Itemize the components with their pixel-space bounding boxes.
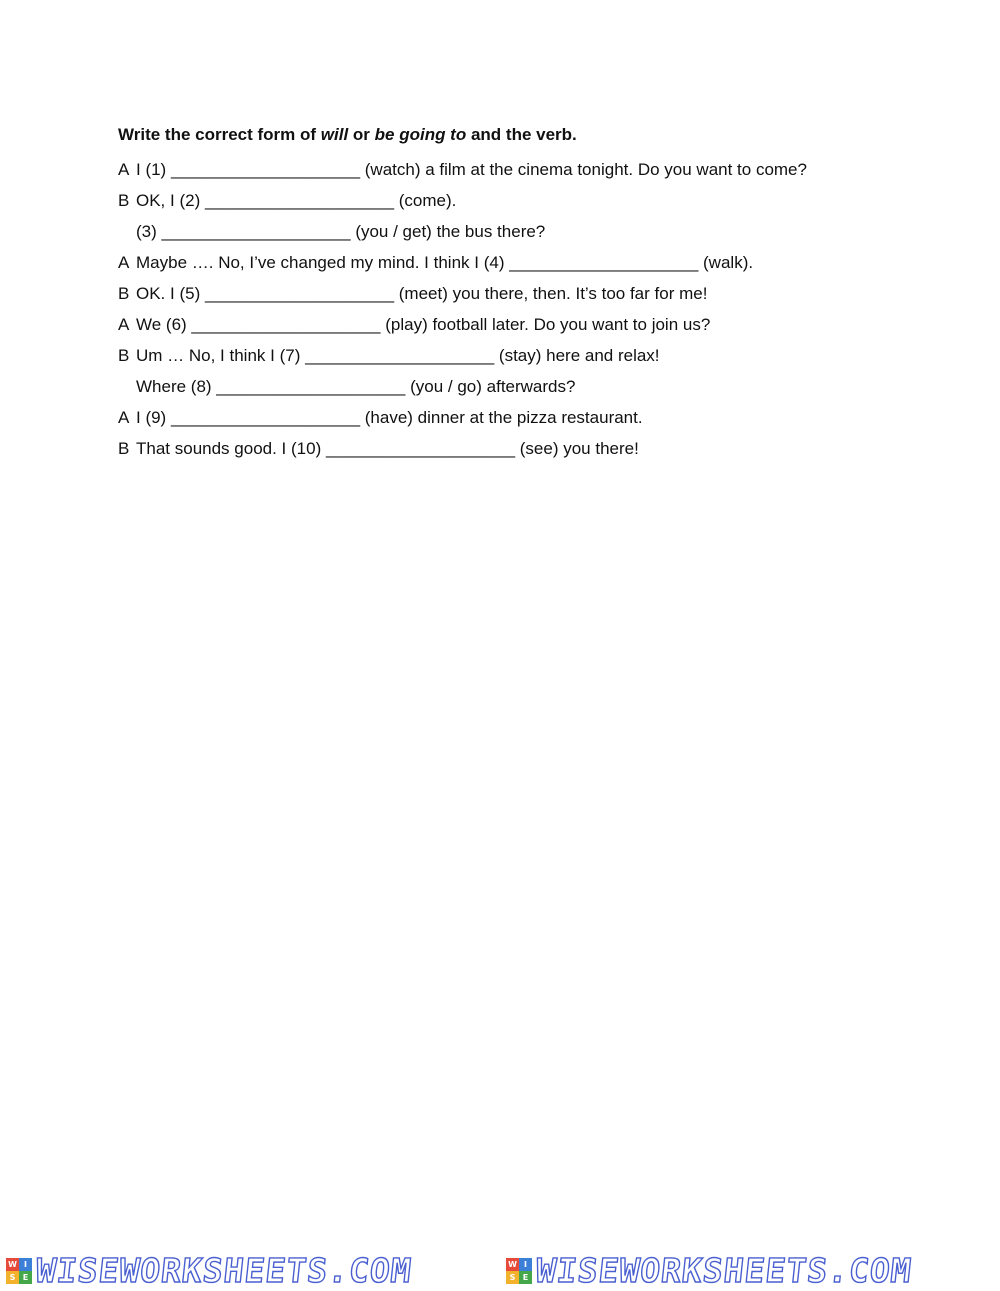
watermark-banner: [0, 1251, 1000, 1291]
logo-letter: S: [506, 1271, 519, 1284]
speaker-label: A: [118, 315, 130, 334]
instruction-text: Write the correct form of: [118, 125, 321, 144]
watermark-unit: [0, 1251, 500, 1291]
dialogue-text: That sounds good. I (10) ____________________ (see) you there!: [136, 439, 639, 458]
dialogue-text: Where (8) ____________________ (you / go) afterwards?: [136, 377, 576, 396]
dialogue-line-4: [118, 251, 898, 282]
dialogue-line-8: [118, 375, 898, 406]
dialogue-line-9: [118, 406, 898, 437]
watermark-text: WISEWORKSHEETS.COM: [34, 1251, 414, 1290]
speaker-label: B: [118, 439, 130, 458]
wiseworksheets-logo-icon: [6, 1258, 32, 1284]
logo-letter: E: [519, 1271, 532, 1284]
dialogue-line-2: [118, 189, 898, 220]
dialogue-line-5: [118, 282, 898, 313]
speaker-label: A: [118, 253, 130, 272]
dialogue-line-10: [118, 437, 898, 468]
speaker-label: B: [118, 284, 130, 303]
dialogue-text: (3) ____________________ (you / get) the bus there?: [136, 222, 546, 241]
instruction-be-going-to: be going to: [374, 125, 467, 144]
instruction-text: or: [348, 125, 375, 144]
dialogue-text: Um … No, I think I (7) ____________________ (stay) here and relax!: [136, 346, 660, 365]
watermark-text: WISEWORKSHEETS.COM: [534, 1251, 914, 1290]
logo-letter: S: [6, 1271, 19, 1284]
dialogue-text: OK, I (2) ____________________ (come).: [136, 191, 457, 210]
dialogue-line-3: [118, 220, 898, 251]
speaker-label: A: [118, 408, 130, 427]
watermark-unit: [500, 1251, 1000, 1291]
dialogue-text: We (6) ____________________ (play) football later. Do you want to join us?: [136, 315, 711, 334]
logo-letter: E: [19, 1271, 32, 1284]
logo-letter: I: [19, 1258, 32, 1271]
dialogue-text: OK. I (5) ____________________ (meet) you there, then. It’s too far for me!: [136, 284, 708, 303]
dialogue-line-7: [118, 344, 898, 375]
logo-letter: W: [506, 1258, 519, 1271]
dialogue-list: [118, 158, 898, 468]
dialogue-line-1: [118, 158, 898, 189]
speaker-label: B: [118, 191, 130, 210]
logo-letter: W: [6, 1258, 19, 1271]
wiseworksheets-logo-icon: [506, 1258, 532, 1284]
speaker-label: A: [118, 160, 130, 179]
dialogue-line-6: [118, 313, 898, 344]
instruction-heading: [118, 124, 577, 146]
instruction-will: will: [320, 125, 349, 144]
dialogue-text: I (1) ____________________ (watch) a film at the cinema tonight. Do you want to come?: [136, 160, 807, 179]
dialogue-text: I (9) ____________________ (have) dinner at the pizza restaurant.: [136, 408, 643, 427]
instruction-text: and the verb.: [466, 125, 577, 144]
dialogue-text: Maybe …. No, I’ve changed my mind. I think I (4) ____________________ (walk).: [136, 253, 754, 272]
logo-letter: I: [519, 1258, 532, 1271]
speaker-label: B: [118, 346, 130, 365]
